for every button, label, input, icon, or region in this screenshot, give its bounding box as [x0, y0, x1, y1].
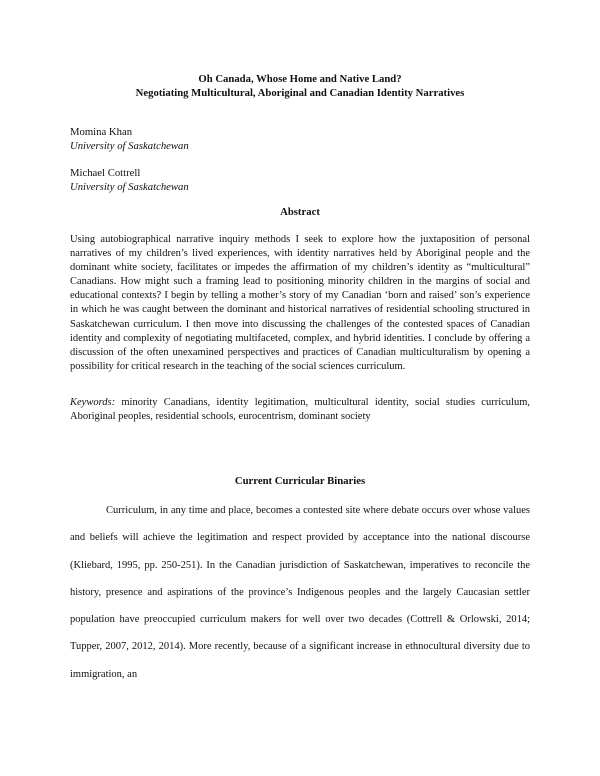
- section-heading: Current Curricular Binaries: [234, 475, 366, 487]
- title-line-2: Negotiating Multicultural, Aboriginal and Canadian Identity Narratives: [135, 87, 465, 99]
- author-name: Michael Cottrell: [70, 167, 141, 179]
- title-line-1: Oh Canada, Whose Home and Native Land?: [198, 73, 402, 85]
- keywords-text: minority Canadians, identity legitimation, multicultural identity, social studies curriculum, Aboriginal peoples, residential schools, eurocentrism, dominant society: [70, 397, 530, 423]
- keywords-label: Keywords:: [70, 397, 116, 408]
- author-block-2: [70, 166, 189, 194]
- author-affiliation: University of Saskatchewan: [70, 140, 189, 152]
- author-block-1: [70, 125, 189, 153]
- abstract-body: Using autobiographical narrative inquiry methods I seek to explore how the juxtaposition of personal narratives of my children’s lived experiences, with identity narratives held by Aboriginal people and the dominant white society, facilitates or impedes the affirmation of my children’s identity as “multicultural” Canadians. How might such a framing lead to positioning minority children in the margins of social and educational contexts? I begin by telling a mother’s story of my Canadian ‘born and raised’ son’s experience in which he was caught between the dominant and historical narratives of residential schooling structured in Saskatchewan curriculum. I then move into discussing the challenges of the contested spaces of Canadian identity and complexity of negotiating multifaceted, complex, and hybrid identities. I conclude by offering a discussion of the often unexamined perspectives and practices of Canadian multiculturalism by opening a possibility for critical research in the teaching of the social sciences curriculum.: [70, 234, 530, 372]
- section-body: Curriculum, in any time and place, becomes a contested site where debate occurs over whose values and beliefs will achieve the legitimation and respect provided by acceptance into the national discourse (Kliebard, 1995, pp. 250-251). In the Canadian jurisdiction of Saskatchewan, imperatives to reconcile the history, presence and aspirations of the province’s Indigenous peoples and the largely Caucasian settler population have preoccupied curriculum makers for well over two decades (Cottrell & Orlowski, 2014; Tupper, 2007, 2012, 2014). More recently, because of a significant increase in ethnocultural diversity due to immigration, an: [70, 505, 530, 680]
- abstract-heading: Abstract: [280, 206, 320, 218]
- paper-title: [70, 72, 530, 100]
- author-name: Momina Khan: [70, 126, 133, 138]
- keywords: [70, 396, 530, 424]
- author-affiliation: University of Saskatchewan: [70, 181, 189, 193]
